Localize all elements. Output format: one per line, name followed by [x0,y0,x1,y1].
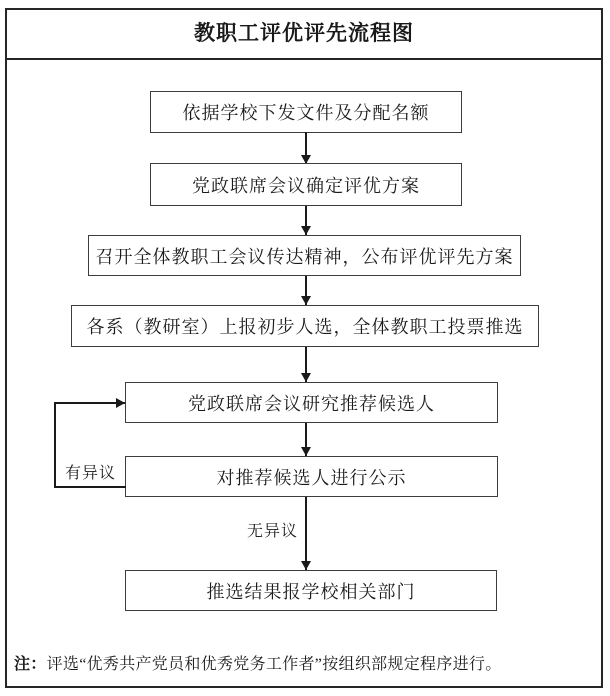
flow-step-3 [88,235,521,276]
arrow-down-3 [305,276,307,305]
flow-step-1 [150,91,462,133]
title-divider [5,58,603,60]
flow-step-5 [125,382,498,423]
flow-step-7 [125,570,497,611]
flow-step-2 [150,163,462,206]
arrow-down-4 [305,347,307,382]
flow-step-7-label: 推选结果报学校相关部门 [206,581,416,602]
flow-step-6 [125,456,498,497]
loop-arrow-into-step-5 [54,402,125,404]
loop-line-vertical [54,403,56,487]
flow-step-4 [71,305,539,347]
arrow-down-6 [305,497,307,570]
flow-step-2-label: 党政联席会议确定评优方案 [192,175,420,196]
flow-step-6-label: 对推荐候选人进行公示 [216,467,407,488]
branch-label-objection: 有异议 [63,460,118,483]
flow-step-1-label: 依据学校下发文件及分配名额 [182,103,430,123]
loop-line-bottom [54,486,126,488]
arrow-down-2 [305,206,307,235]
branch-label-no-objection: 无异议 [245,518,300,541]
arrow-down-5 [305,423,307,456]
flow-step-4-label: 各系（教研室）上报初步人选，全体教职工投票推选 [86,317,524,337]
footnote-prefix: 注： [14,656,47,673]
arrow-down-1 [305,132,307,164]
flow-step-5-label: 党政联席会议研究推荐候选人 [188,393,435,414]
page-title: 教职工评优评先流程图 [194,21,414,45]
flow-step-3-label: 召开全体教职工会议传达精神，公布评优评先方案 [95,246,514,267]
footnote-text: 评选“优秀共产党员和优秀党务工作者”按组织部规定程序进行。 [46,656,502,673]
footnote [14,651,594,674]
